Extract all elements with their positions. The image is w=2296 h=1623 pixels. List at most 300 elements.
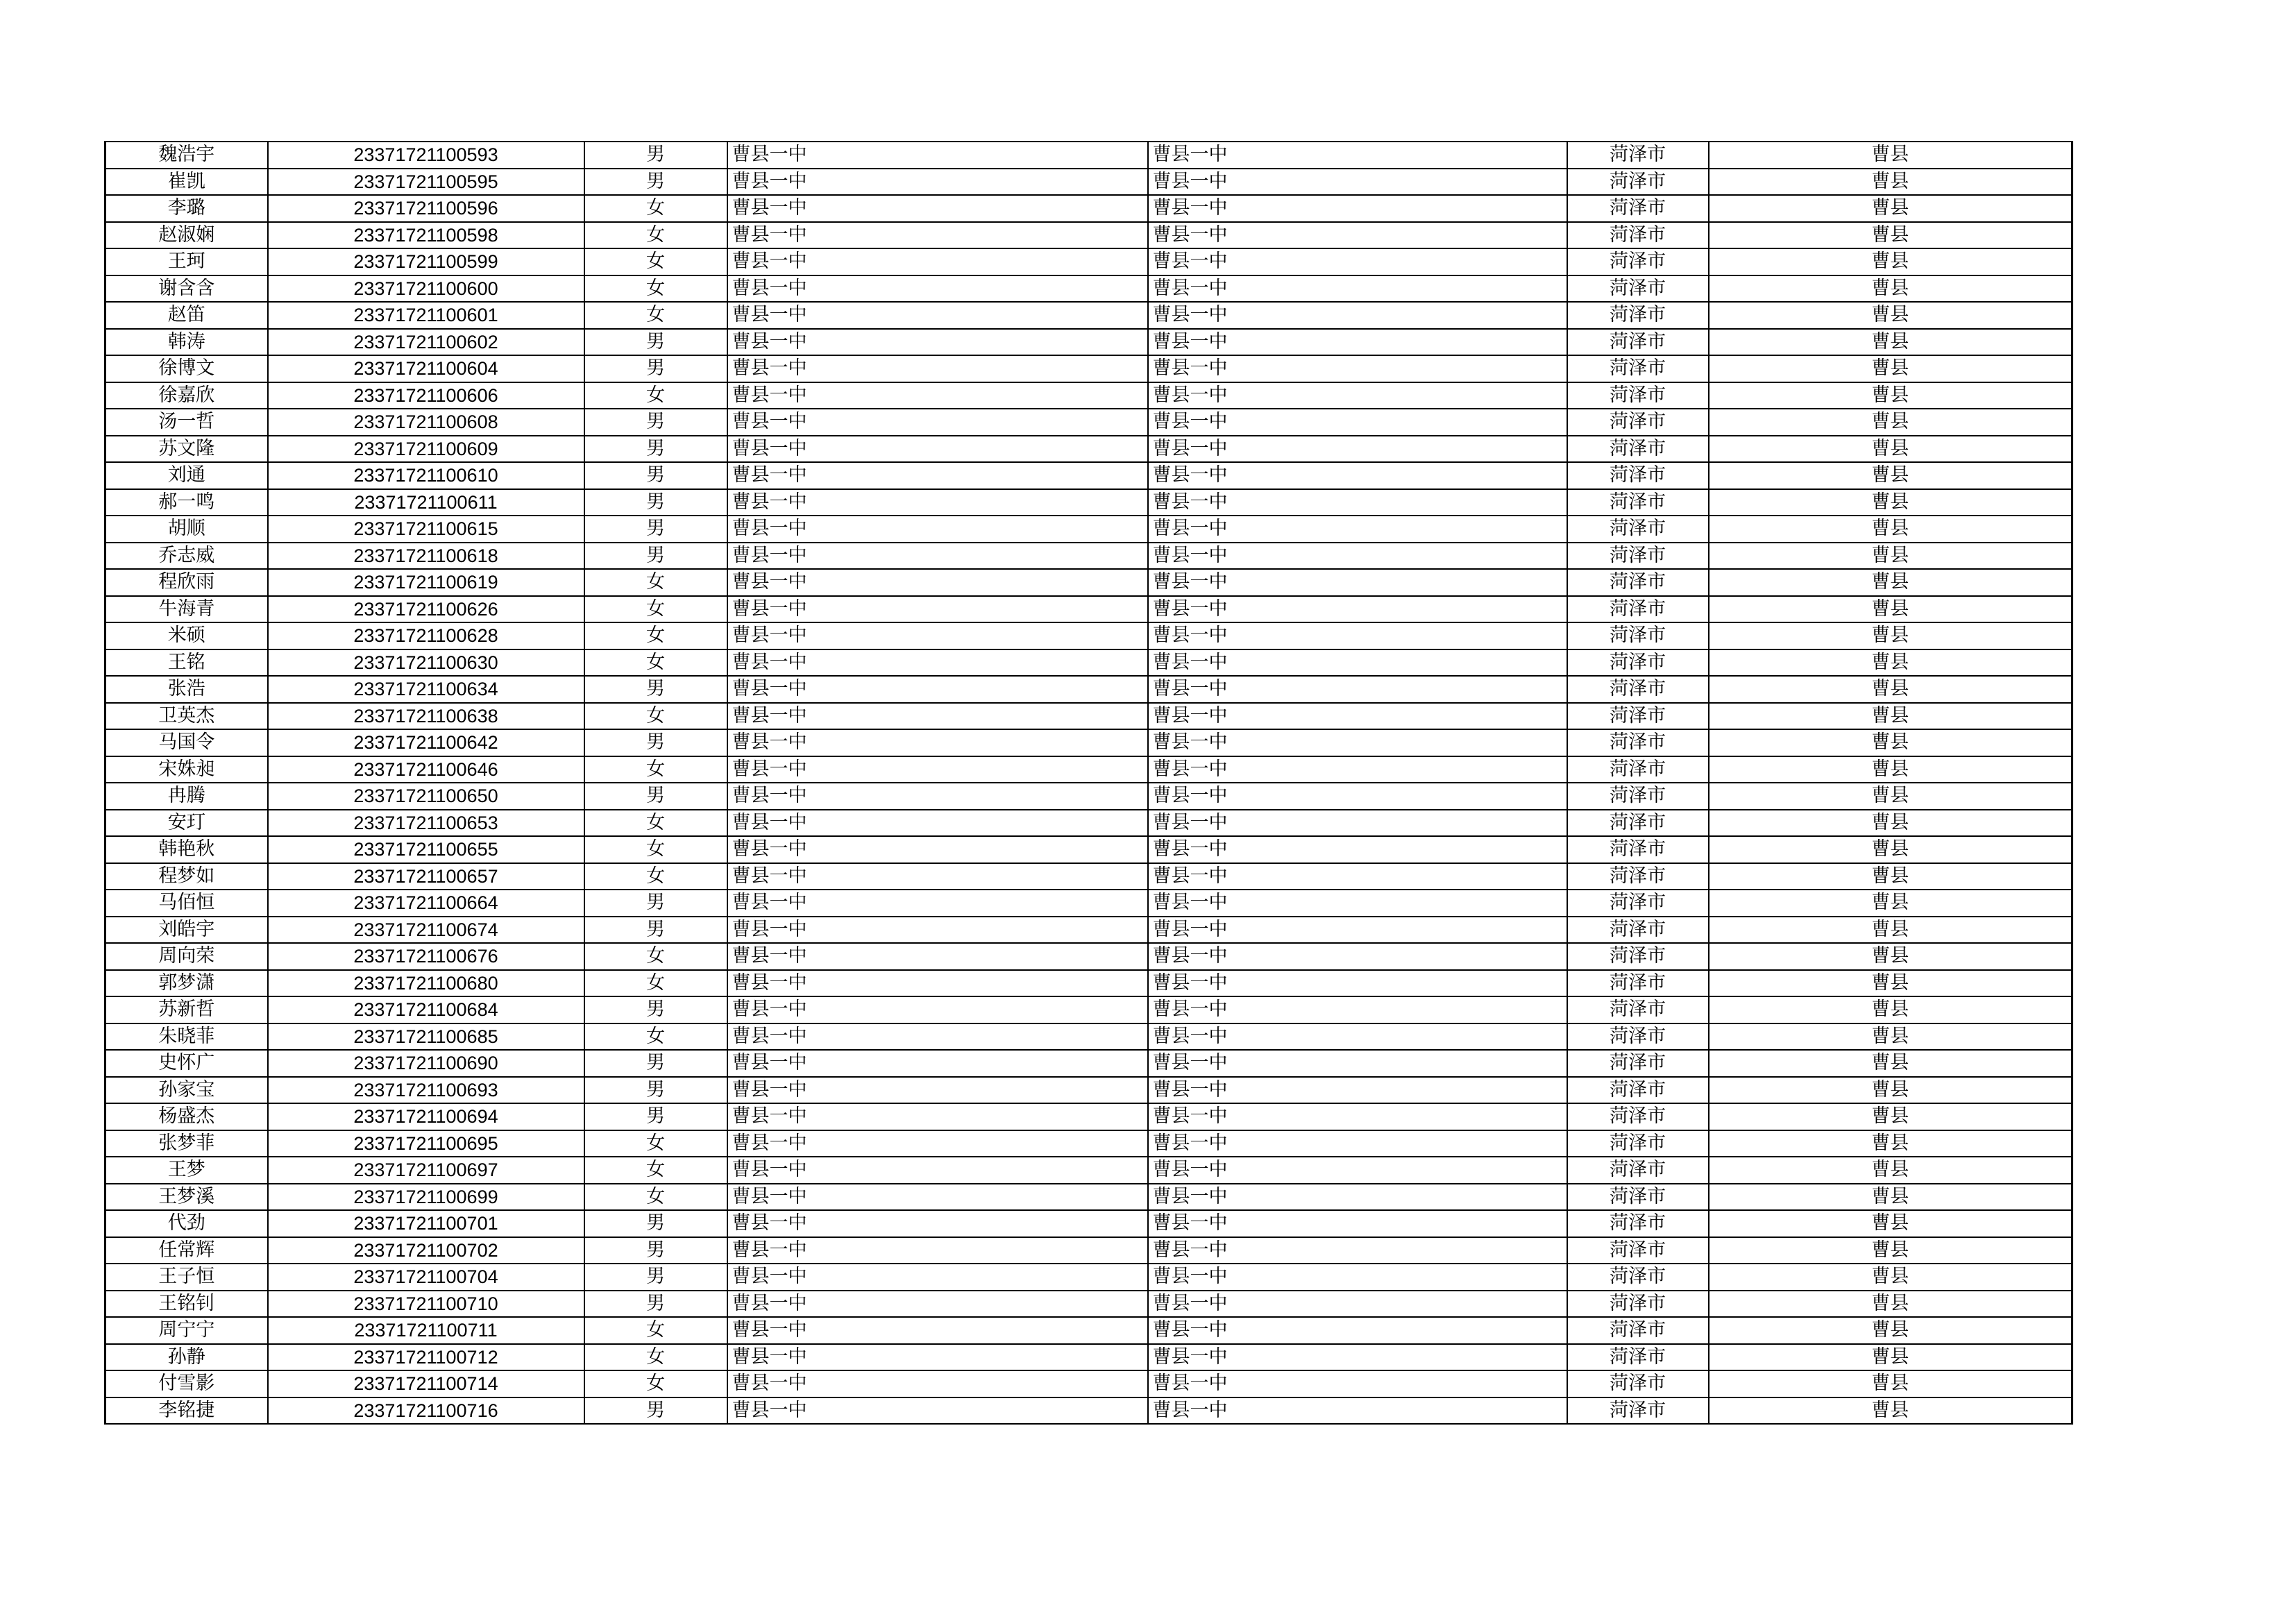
- cell-gender: 女: [584, 382, 727, 409]
- table-row: [105, 1317, 2073, 1344]
- cell-school: 曹县一中: [727, 409, 1148, 436]
- cell-exam-id: 23371721100608: [268, 409, 584, 436]
- cell-city: 菏泽市: [1567, 1344, 1709, 1371]
- table-row: [105, 409, 2073, 436]
- cell-gender: 男: [584, 355, 727, 382]
- cell-name: 牛海青: [105, 596, 268, 623]
- cell-city: 菏泽市: [1567, 943, 1709, 970]
- cell-gender: 女: [584, 863, 727, 890]
- cell-gender: 男: [584, 142, 727, 169]
- cell-county: 曹县: [1709, 703, 2073, 730]
- table-row: [105, 195, 2073, 222]
- table-body: [105, 142, 2073, 1424]
- cell-city: 菏泽市: [1567, 1237, 1709, 1264]
- cell-school: 曹县一中: [727, 970, 1148, 997]
- cell-exam-site: 曹县一中: [1148, 1077, 1567, 1104]
- cell-exam-id: 23371721100609: [268, 436, 584, 463]
- cell-exam-site: 曹县一中: [1148, 142, 1567, 169]
- cell-gender: 男: [584, 996, 727, 1023]
- cell-name: 张浩: [105, 676, 268, 703]
- cell-school: 曹县一中: [727, 248, 1148, 275]
- cell-exam-id: 23371721100697: [268, 1157, 584, 1184]
- cell-county: 曹县: [1709, 810, 2073, 837]
- cell-exam-id: 23371721100655: [268, 836, 584, 863]
- table-row: [105, 1050, 2073, 1077]
- cell-city: 菏泽市: [1567, 195, 1709, 222]
- cell-exam-id: 23371721100600: [268, 275, 584, 303]
- cell-school: 曹县一中: [727, 516, 1148, 543]
- cell-county: 曹县: [1709, 676, 2073, 703]
- cell-gender: 女: [584, 569, 727, 596]
- cell-gender: 女: [584, 622, 727, 649]
- cell-school: 曹县一中: [727, 1103, 1148, 1130]
- cell-exam-site: 曹县一中: [1148, 355, 1567, 382]
- cell-name: 徐博文: [105, 355, 268, 382]
- cell-gender: 女: [584, 248, 727, 275]
- cell-name: 王子恒: [105, 1264, 268, 1291]
- table-row: [105, 169, 2073, 196]
- cell-exam-id: 23371721100593: [268, 142, 584, 169]
- cell-county: 曹县: [1709, 382, 2073, 409]
- table-row: [105, 1184, 2073, 1211]
- table-row: [105, 649, 2073, 677]
- table-row: [105, 1130, 2073, 1157]
- cell-name: 张梦菲: [105, 1130, 268, 1157]
- cell-county: 曹县: [1709, 222, 2073, 249]
- cell-name: 王铭钊: [105, 1291, 268, 1318]
- table-row: [105, 222, 2073, 249]
- table-row: [105, 382, 2073, 409]
- cell-exam-site: 曹县一中: [1148, 863, 1567, 890]
- table-row: [105, 1264, 2073, 1291]
- cell-county: 曹县: [1709, 409, 2073, 436]
- cell-gender: 男: [584, 1237, 727, 1264]
- cell-name: 胡顺: [105, 516, 268, 543]
- cell-county: 曹县: [1709, 489, 2073, 516]
- cell-city: 菏泽市: [1567, 1077, 1709, 1104]
- cell-exam-site: 曹县一中: [1148, 596, 1567, 623]
- cell-city: 菏泽市: [1567, 1130, 1709, 1157]
- cell-school: 曹县一中: [727, 436, 1148, 463]
- cell-city: 菏泽市: [1567, 783, 1709, 810]
- cell-gender: 女: [584, 195, 727, 222]
- cell-school: 曹县一中: [727, 1264, 1148, 1291]
- cell-exam-id: 23371721100634: [268, 676, 584, 703]
- cell-exam-id: 23371721100685: [268, 1023, 584, 1051]
- cell-county: 曹县: [1709, 943, 2073, 970]
- cell-name: 乔志威: [105, 543, 268, 570]
- cell-exam-id: 23371721100695: [268, 1130, 584, 1157]
- cell-school: 曹县一中: [727, 1077, 1148, 1104]
- cell-school: 曹县一中: [727, 1184, 1148, 1211]
- cell-school: 曹县一中: [727, 596, 1148, 623]
- cell-exam-site: 曹县一中: [1148, 436, 1567, 463]
- cell-exam-site: 曹县一中: [1148, 1317, 1567, 1344]
- cell-county: 曹县: [1709, 516, 2073, 543]
- cell-exam-id: 23371721100596: [268, 195, 584, 222]
- cell-name: 王梦溪: [105, 1184, 268, 1211]
- cell-name: 宋姝昶: [105, 756, 268, 783]
- cell-name: 王梦: [105, 1157, 268, 1184]
- cell-name: 谢含含: [105, 275, 268, 303]
- cell-exam-site: 曹县一中: [1148, 622, 1567, 649]
- cell-exam-id: 23371721100680: [268, 970, 584, 997]
- cell-exam-id: 23371721100611: [268, 489, 584, 516]
- cell-exam-site: 曹县一中: [1148, 1103, 1567, 1130]
- cell-city: 菏泽市: [1567, 649, 1709, 677]
- table-row: [105, 436, 2073, 463]
- cell-name: 苏新哲: [105, 996, 268, 1023]
- cell-exam-site: 曹县一中: [1148, 703, 1567, 730]
- cell-school: 曹县一中: [727, 676, 1148, 703]
- cell-county: 曹县: [1709, 1184, 2073, 1211]
- cell-school: 曹县一中: [727, 1050, 1148, 1077]
- cell-exam-site: 曹县一中: [1148, 1237, 1567, 1264]
- cell-name: 卫英杰: [105, 703, 268, 730]
- cell-school: 曹县一中: [727, 169, 1148, 196]
- cell-gender: 男: [584, 436, 727, 463]
- cell-county: 曹县: [1709, 1397, 2073, 1425]
- table-row: [105, 569, 2073, 596]
- cell-name: 汤一哲: [105, 409, 268, 436]
- table-row: [105, 917, 2073, 944]
- cell-city: 菏泽市: [1567, 222, 1709, 249]
- cell-city: 菏泽市: [1567, 1023, 1709, 1051]
- cell-school: 曹县一中: [727, 810, 1148, 837]
- cell-gender: 女: [584, 1317, 727, 1344]
- table-row: [105, 275, 2073, 303]
- cell-name: 史怀广: [105, 1050, 268, 1077]
- table-row: [105, 1103, 2073, 1130]
- cell-exam-id: 23371721100626: [268, 596, 584, 623]
- cell-gender: 男: [584, 1291, 727, 1318]
- cell-exam-id: 23371721100650: [268, 783, 584, 810]
- cell-gender: 男: [584, 1397, 727, 1425]
- cell-school: 曹县一中: [727, 1344, 1148, 1371]
- table-row: [105, 676, 2073, 703]
- cell-exam-id: 23371721100628: [268, 622, 584, 649]
- table-row: [105, 596, 2073, 623]
- cell-city: 菏泽市: [1567, 1050, 1709, 1077]
- cell-city: 菏泽市: [1567, 676, 1709, 703]
- cell-school: 曹县一中: [727, 462, 1148, 489]
- cell-exam-site: 曹县一中: [1148, 943, 1567, 970]
- cell-name: 任常辉: [105, 1237, 268, 1264]
- cell-gender: 女: [584, 302, 727, 329]
- cell-school: 曹县一中: [727, 1023, 1148, 1051]
- cell-gender: 男: [584, 1210, 727, 1237]
- table-row: [105, 1344, 2073, 1371]
- cell-exam-id: 23371721100638: [268, 703, 584, 730]
- cell-school: 曹县一中: [727, 275, 1148, 303]
- cell-exam-site: 曹县一中: [1148, 783, 1567, 810]
- cell-exam-site: 曹县一中: [1148, 569, 1567, 596]
- cell-exam-id: 23371721100693: [268, 1077, 584, 1104]
- cell-exam-site: 曹县一中: [1148, 1184, 1567, 1211]
- cell-gender: 女: [584, 943, 727, 970]
- cell-city: 菏泽市: [1567, 1103, 1709, 1130]
- cell-school: 曹县一中: [727, 649, 1148, 677]
- cell-gender: 男: [584, 1103, 727, 1130]
- cell-city: 菏泽市: [1567, 355, 1709, 382]
- cell-exam-site: 曹县一中: [1148, 970, 1567, 997]
- cell-school: 曹县一中: [727, 917, 1148, 944]
- cell-name: 郝一鸣: [105, 489, 268, 516]
- cell-exam-site: 曹县一中: [1148, 1397, 1567, 1425]
- cell-city: 菏泽市: [1567, 756, 1709, 783]
- cell-gender: 男: [584, 462, 727, 489]
- cell-exam-site: 曹县一中: [1148, 169, 1567, 196]
- cell-exam-site: 曹县一中: [1148, 649, 1567, 677]
- cell-county: 曹县: [1709, 596, 2073, 623]
- cell-county: 曹县: [1709, 1317, 2073, 1344]
- table-row: [105, 355, 2073, 382]
- cell-name: 代劲: [105, 1210, 268, 1237]
- cell-exam-site: 曹县一中: [1148, 996, 1567, 1023]
- table-row: [105, 756, 2073, 783]
- cell-exam-site: 曹县一中: [1148, 275, 1567, 303]
- cell-exam-id: 23371721100642: [268, 729, 584, 756]
- table-row: [105, 890, 2073, 917]
- cell-name: 王珂: [105, 248, 268, 275]
- cell-exam-id: 23371721100602: [268, 329, 584, 356]
- cell-name: 李璐: [105, 195, 268, 222]
- table-row: [105, 1210, 2073, 1237]
- cell-exam-id: 23371721100690: [268, 1050, 584, 1077]
- cell-name: 杨盛杰: [105, 1103, 268, 1130]
- table-row: [105, 996, 2073, 1023]
- cell-gender: 女: [584, 1130, 727, 1157]
- cell-exam-site: 曹县一中: [1148, 302, 1567, 329]
- cell-name: 王铭: [105, 649, 268, 677]
- cell-exam-id: 23371721100702: [268, 1237, 584, 1264]
- cell-gender: 女: [584, 836, 727, 863]
- cell-exam-site: 曹县一中: [1148, 1344, 1567, 1371]
- cell-city: 菏泽市: [1567, 248, 1709, 275]
- cell-exam-id: 23371721100694: [268, 1103, 584, 1130]
- cell-exam-id: 23371721100684: [268, 996, 584, 1023]
- cell-county: 曹县: [1709, 996, 2073, 1023]
- cell-county: 曹县: [1709, 569, 2073, 596]
- cell-city: 菏泽市: [1567, 1210, 1709, 1237]
- table-row: [105, 329, 2073, 356]
- cell-city: 菏泽市: [1567, 382, 1709, 409]
- cell-county: 曹县: [1709, 1023, 2073, 1051]
- cell-exam-id: 23371721100598: [268, 222, 584, 249]
- cell-exam-site: 曹县一中: [1148, 890, 1567, 917]
- cell-school: 曹县一中: [727, 302, 1148, 329]
- cell-name: 孙静: [105, 1344, 268, 1371]
- cell-exam-id: 23371721100618: [268, 543, 584, 570]
- cell-exam-id: 23371721100615: [268, 516, 584, 543]
- cell-school: 曹县一中: [727, 569, 1148, 596]
- cell-school: 曹县一中: [727, 195, 1148, 222]
- cell-exam-site: 曹县一中: [1148, 676, 1567, 703]
- table-row: [105, 810, 2073, 837]
- cell-name: 马国令: [105, 729, 268, 756]
- cell-city: 菏泽市: [1567, 622, 1709, 649]
- cell-county: 曹县: [1709, 275, 2073, 303]
- cell-school: 曹县一中: [727, 1210, 1148, 1237]
- cell-name: 米硕: [105, 622, 268, 649]
- cell-exam-site: 曹县一中: [1148, 810, 1567, 837]
- cell-school: 曹县一中: [727, 222, 1148, 249]
- cell-school: 曹县一中: [727, 836, 1148, 863]
- cell-gender: 女: [584, 1370, 727, 1397]
- cell-city: 菏泽市: [1567, 1157, 1709, 1184]
- cell-exam-id: 23371721100676: [268, 943, 584, 970]
- cell-school: 曹县一中: [727, 382, 1148, 409]
- cell-county: 曹县: [1709, 462, 2073, 489]
- cell-county: 曹县: [1709, 1130, 2073, 1157]
- cell-school: 曹县一中: [727, 489, 1148, 516]
- cell-name: 郭梦潇: [105, 970, 268, 997]
- cell-city: 菏泽市: [1567, 836, 1709, 863]
- cell-gender: 女: [584, 756, 727, 783]
- cell-gender: 女: [584, 970, 727, 997]
- cell-name: 孙家宝: [105, 1077, 268, 1104]
- cell-gender: 男: [584, 1264, 727, 1291]
- cell-city: 菏泽市: [1567, 970, 1709, 997]
- cell-city: 菏泽市: [1567, 302, 1709, 329]
- cell-county: 曹县: [1709, 1264, 2073, 1291]
- cell-exam-site: 曹县一中: [1148, 836, 1567, 863]
- cell-school: 曹县一中: [727, 1317, 1148, 1344]
- cell-city: 菏泽市: [1567, 543, 1709, 570]
- table-row: [105, 1157, 2073, 1184]
- cell-school: 曹县一中: [727, 329, 1148, 356]
- cell-exam-id: 23371721100610: [268, 462, 584, 489]
- cell-name: 魏浩宇: [105, 142, 268, 169]
- cell-gender: 女: [584, 1344, 727, 1371]
- cell-city: 菏泽市: [1567, 890, 1709, 917]
- cell-county: 曹县: [1709, 756, 2073, 783]
- cell-city: 菏泽市: [1567, 462, 1709, 489]
- cell-school: 曹县一中: [727, 142, 1148, 169]
- cell-gender: 男: [584, 516, 727, 543]
- table-row: [105, 970, 2073, 997]
- cell-gender: 男: [584, 329, 727, 356]
- table-row: [105, 1237, 2073, 1264]
- student-table: [104, 141, 2073, 1425]
- cell-city: 菏泽市: [1567, 996, 1709, 1023]
- cell-city: 菏泽市: [1567, 703, 1709, 730]
- cell-name: 李铭捷: [105, 1397, 268, 1425]
- cell-school: 曹县一中: [727, 783, 1148, 810]
- cell-exam-id: 23371721100606: [268, 382, 584, 409]
- cell-city: 菏泽市: [1567, 863, 1709, 890]
- cell-exam-site: 曹县一中: [1148, 329, 1567, 356]
- cell-county: 曹县: [1709, 1291, 2073, 1318]
- cell-exam-id: 23371721100664: [268, 890, 584, 917]
- cell-exam-site: 曹县一中: [1148, 543, 1567, 570]
- cell-exam-site: 曹县一中: [1148, 222, 1567, 249]
- cell-school: 曹县一中: [727, 1130, 1148, 1157]
- cell-gender: 女: [584, 1157, 727, 1184]
- cell-city: 菏泽市: [1567, 169, 1709, 196]
- cell-name: 马佰恒: [105, 890, 268, 917]
- cell-exam-site: 曹县一中: [1148, 1291, 1567, 1318]
- cell-school: 曹县一中: [727, 756, 1148, 783]
- cell-county: 曹县: [1709, 1370, 2073, 1397]
- cell-gender: 男: [584, 169, 727, 196]
- cell-school: 曹县一中: [727, 622, 1148, 649]
- cell-gender: 男: [584, 409, 727, 436]
- cell-name: 赵笛: [105, 302, 268, 329]
- cell-county: 曹县: [1709, 436, 2073, 463]
- cell-county: 曹县: [1709, 917, 2073, 944]
- table-row: [105, 703, 2073, 730]
- cell-school: 曹县一中: [727, 1291, 1148, 1318]
- cell-county: 曹县: [1709, 1157, 2073, 1184]
- cell-school: 曹县一中: [727, 355, 1148, 382]
- cell-name: 崔凯: [105, 169, 268, 196]
- cell-city: 菏泽市: [1567, 569, 1709, 596]
- cell-name: 程欣雨: [105, 569, 268, 596]
- cell-city: 菏泽市: [1567, 409, 1709, 436]
- cell-county: 曹县: [1709, 1210, 2073, 1237]
- cell-county: 曹县: [1709, 970, 2073, 997]
- cell-name: 程梦如: [105, 863, 268, 890]
- cell-county: 曹县: [1709, 622, 2073, 649]
- cell-gender: 男: [584, 676, 727, 703]
- table-row: [105, 1077, 2073, 1104]
- table-row: [105, 462, 2073, 489]
- cell-school: 曹县一中: [727, 1370, 1148, 1397]
- table-row: [105, 836, 2073, 863]
- cell-exam-site: 曹县一中: [1148, 756, 1567, 783]
- cell-school: 曹县一中: [727, 1237, 1148, 1264]
- cell-county: 曹县: [1709, 1077, 2073, 1104]
- cell-county: 曹县: [1709, 142, 2073, 169]
- cell-school: 曹县一中: [727, 1157, 1148, 1184]
- cell-exam-id: 23371721100630: [268, 649, 584, 677]
- cell-city: 菏泽市: [1567, 1317, 1709, 1344]
- table-row: [105, 1397, 2073, 1425]
- cell-name: 赵淑娴: [105, 222, 268, 249]
- cell-exam-id: 23371721100619: [268, 569, 584, 596]
- cell-exam-site: 曹县一中: [1148, 729, 1567, 756]
- cell-city: 菏泽市: [1567, 329, 1709, 356]
- cell-name: 冉腾: [105, 783, 268, 810]
- cell-exam-id: 23371721100699: [268, 1184, 584, 1211]
- cell-county: 曹县: [1709, 729, 2073, 756]
- table-row: [105, 1291, 2073, 1318]
- cell-gender: 女: [584, 703, 727, 730]
- cell-county: 曹县: [1709, 863, 2073, 890]
- cell-school: 曹县一中: [727, 890, 1148, 917]
- cell-name: 周宁宁: [105, 1317, 268, 1344]
- cell-county: 曹县: [1709, 1050, 2073, 1077]
- cell-county: 曹县: [1709, 836, 2073, 863]
- cell-exam-id: 23371721100599: [268, 248, 584, 275]
- cell-city: 菏泽市: [1567, 516, 1709, 543]
- cell-gender: 男: [584, 1050, 727, 1077]
- cell-gender: 女: [584, 649, 727, 677]
- table-row: [105, 943, 2073, 970]
- cell-county: 曹县: [1709, 1237, 2073, 1264]
- cell-gender: 女: [584, 596, 727, 623]
- cell-gender: 女: [584, 275, 727, 303]
- cell-name: 安玎: [105, 810, 268, 837]
- cell-gender: 男: [584, 543, 727, 570]
- cell-exam-site: 曹县一中: [1148, 1050, 1567, 1077]
- cell-name: 韩艳秋: [105, 836, 268, 863]
- table-row: [105, 489, 2073, 516]
- cell-exam-site: 曹县一中: [1148, 1264, 1567, 1291]
- cell-exam-id: 23371721100716: [268, 1397, 584, 1425]
- cell-school: 曹县一中: [727, 1397, 1148, 1425]
